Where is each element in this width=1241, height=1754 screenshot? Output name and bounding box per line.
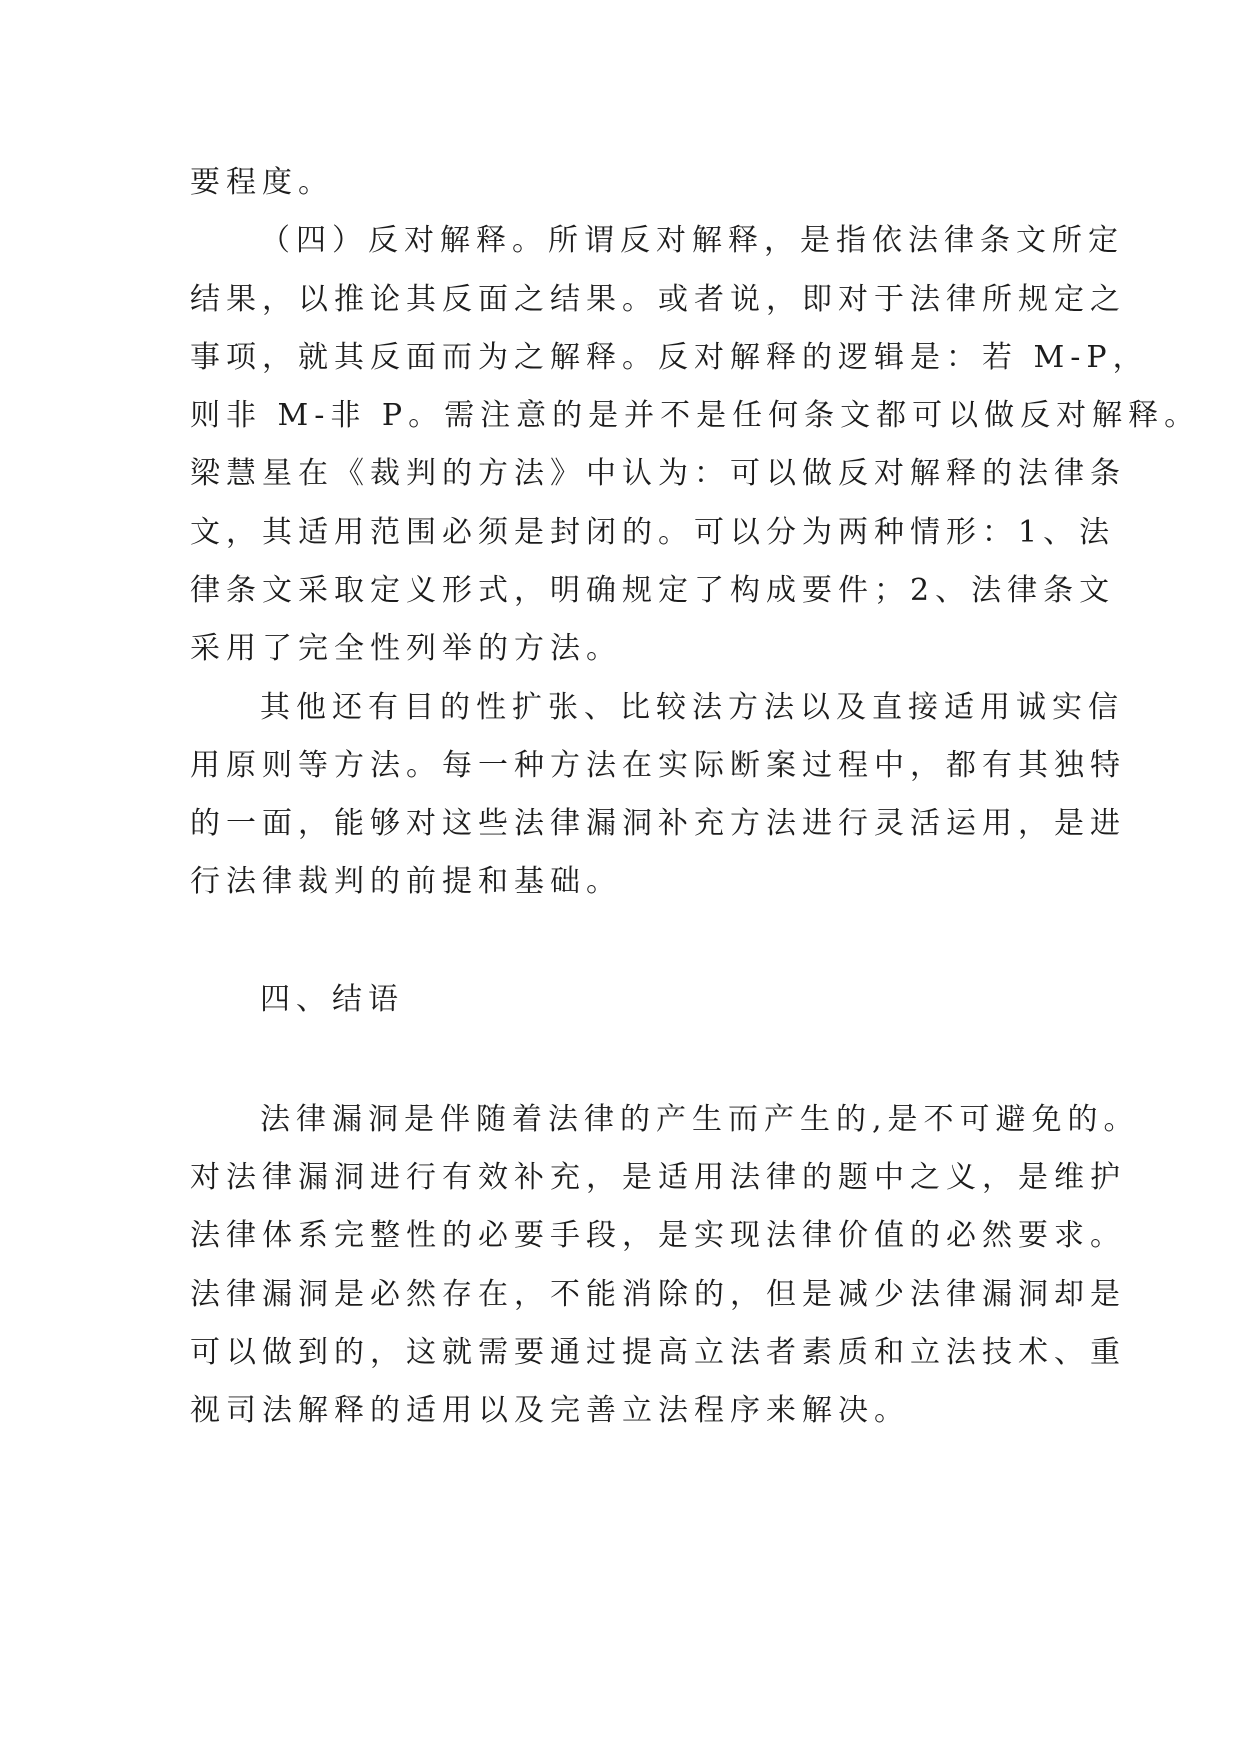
text-line: 对法律漏洞进行有效补充，是适用法律的题中之义，是维护 bbox=[190, 1160, 1126, 1195]
text-line: 结果，以推论其反面之结果。或者说，即对于法律所规定之 bbox=[190, 282, 1126, 317]
text-line: 其他还有目的性扩张、比较法方法以及直接适用诚实信 bbox=[260, 690, 1124, 725]
text-line: 事项，就其反面而为之解释。反对解释的逻辑是：若 M-P， bbox=[190, 340, 1149, 375]
section-heading: 四、结语 bbox=[260, 982, 404, 1017]
text-line: 要程度。 bbox=[190, 165, 334, 200]
text-line: 采用了完全性列举的方法。 bbox=[190, 631, 622, 666]
text-line: 法律体系完整性的必要手段，是实现法律价值的必然要求。 bbox=[190, 1218, 1126, 1253]
text-line: （四）反对解释。所谓反对解释，是指依法律条文所定 bbox=[260, 223, 1124, 258]
text-line: 用原则等方法。每一种方法在实际断案过程中，都有其独特 bbox=[190, 748, 1126, 783]
text-line: 则非 M-非 P。需注意的是并不是任何条文都可以做反对解释。 bbox=[190, 398, 1201, 433]
text-line: 文，其适用范围必须是封闭的。可以分为两种情形：1、法 bbox=[190, 515, 1116, 550]
text-line: 的一面，能够对这些法律漏洞补充方法进行灵活运用，是进 bbox=[190, 806, 1126, 841]
text-line: 行法律裁判的前提和基础。 bbox=[190, 864, 622, 899]
text-line: 可以做到的，这就需要通过提高立法者素质和立法技术、重 bbox=[190, 1335, 1126, 1370]
text-line: 视司法解释的适用以及完善立法程序来解决。 bbox=[190, 1393, 910, 1428]
text-line: 法律漏洞是必然存在，不能消除的，但是减少法律漏洞却是 bbox=[190, 1277, 1126, 1312]
text-line: 律条文采取定义形式，明确规定了构成要件；2、法律条文 bbox=[190, 573, 1116, 608]
text-line: 梁慧星在《裁判的方法》中认为：可以做反对解释的法律条 bbox=[190, 456, 1126, 491]
text-line: 法律漏洞是伴随着法律的产生而产生的,是不可避免的。 bbox=[260, 1102, 1140, 1137]
